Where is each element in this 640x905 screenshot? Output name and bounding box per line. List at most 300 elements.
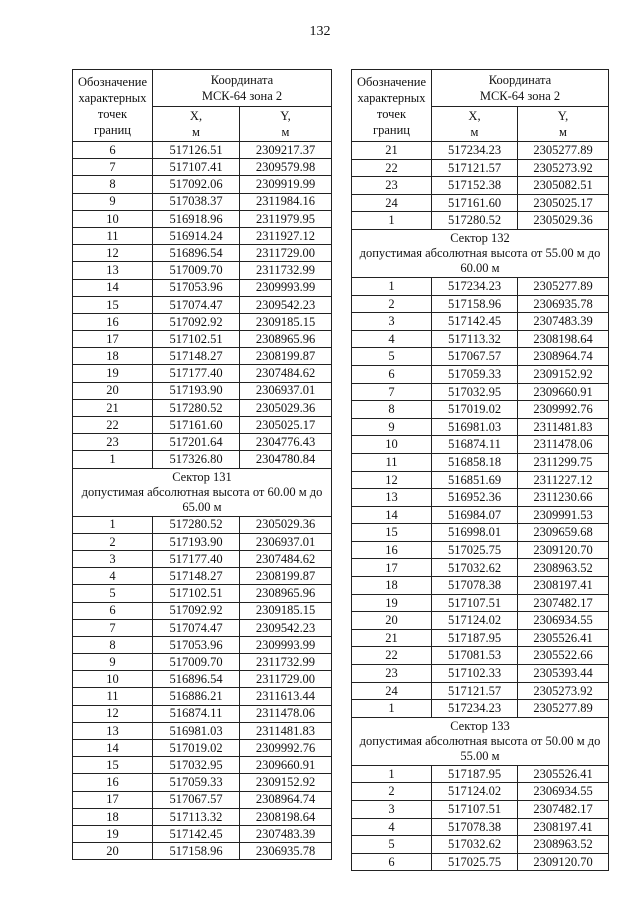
table-row: [73, 142, 332, 159]
table-row: [73, 516, 332, 533]
table-row: [352, 313, 609, 331]
point-number: 6: [73, 602, 153, 619]
x-value: 517193.90: [153, 382, 240, 399]
table-row: [73, 705, 332, 722]
table-row: [352, 159, 609, 177]
point-number: 12: [73, 705, 153, 722]
x-value: 517113.32: [153, 808, 240, 825]
x-value: 517092.92: [153, 602, 240, 619]
table-row: [73, 262, 332, 279]
x-value: 516981.03: [153, 722, 240, 739]
x-value: 517193.90: [153, 533, 240, 550]
x-value: 517009.70: [153, 654, 240, 671]
point-number: 8: [352, 401, 432, 419]
point-number: 18: [73, 348, 153, 365]
table-row: [352, 801, 609, 819]
x-value: 517032.95: [153, 757, 240, 774]
x-value: 517078.38: [432, 818, 518, 836]
designation-header: Обозначение характерных точек границ: [73, 70, 153, 142]
table-row: [73, 296, 332, 313]
point-number: 16: [352, 541, 432, 559]
point-number: 13: [352, 489, 432, 507]
y-value: 2309992.76: [240, 740, 332, 757]
table-row: [352, 418, 609, 436]
point-number: 16: [73, 313, 153, 330]
y-value: 2309993.99: [240, 636, 332, 653]
x-value: 517234.23: [432, 277, 518, 295]
point-number: 5: [73, 585, 153, 602]
sector-header-row: [352, 229, 609, 277]
y-value: 2307482.17: [518, 594, 609, 612]
point-number: 19: [73, 825, 153, 842]
x-value: 517201.64: [153, 434, 240, 451]
point-number: 20: [352, 612, 432, 630]
y-value: 2307483.39: [240, 825, 332, 842]
y-value: 2311227.12: [518, 471, 609, 489]
x-value: 517234.23: [432, 700, 518, 718]
point-number: 10: [73, 671, 153, 688]
x-value: 517142.45: [153, 825, 240, 842]
table-row: [352, 853, 609, 871]
y-value: 2309659.68: [518, 524, 609, 542]
point-number: 14: [73, 740, 153, 757]
x-value: 516896.54: [153, 671, 240, 688]
x-value: 516874.11: [432, 436, 518, 454]
point-number: 3: [352, 313, 432, 331]
table-row: [73, 210, 332, 227]
y-value: 2308965.96: [240, 331, 332, 348]
point-number: 5: [352, 836, 432, 854]
y-value: 2304780.84: [240, 451, 332, 468]
table-row: [352, 383, 609, 401]
y-value: 2305522.66: [518, 647, 609, 665]
x-value: 516984.07: [432, 506, 518, 524]
table-row: [352, 489, 609, 507]
right-coordinates-table: [351, 69, 609, 871]
table-row: [73, 279, 332, 296]
point-number: 6: [352, 853, 432, 871]
point-number: 14: [352, 506, 432, 524]
y-value: 2309992.76: [518, 401, 609, 419]
y-value: 2308198.64: [518, 330, 609, 348]
point-number: 11: [73, 227, 153, 244]
point-number: 19: [73, 365, 153, 382]
y-value: 2306935.78: [518, 295, 609, 313]
table-row: [352, 559, 609, 577]
y-value: 2309120.70: [518, 853, 609, 871]
sector-title: Сектор 131: [172, 469, 232, 484]
point-number: 6: [73, 142, 153, 159]
x-value: 517074.47: [153, 296, 240, 313]
table-row: [352, 700, 609, 718]
point-number: 12: [352, 471, 432, 489]
y-value: 2311478.06: [518, 436, 609, 454]
point-number: 23: [352, 665, 432, 683]
x-value: 517053.96: [153, 279, 240, 296]
y-value: 2306937.01: [240, 533, 332, 550]
designation-header: Обозначение характерных точек границ: [352, 70, 432, 142]
x-value: 517187.95: [432, 629, 518, 647]
table-row: [73, 722, 332, 739]
table-row: [73, 313, 332, 330]
y-value: 2311732.99: [240, 654, 332, 671]
y-value: 2308963.52: [518, 836, 609, 854]
sector-title: Сектор 133: [450, 718, 510, 733]
table-row: [352, 818, 609, 836]
x-value: 517158.96: [432, 295, 518, 313]
y-value: 2308197.41: [518, 818, 609, 836]
y-value: 2305029.36: [518, 212, 609, 230]
x-value: 517107.51: [432, 801, 518, 819]
point-number: 5: [352, 348, 432, 366]
x-value: 517177.40: [153, 550, 240, 567]
x-value: 517074.47: [153, 619, 240, 636]
x-value: 517025.75: [432, 541, 518, 559]
x-value: 516952.36: [432, 489, 518, 507]
point-number: 1: [352, 212, 432, 230]
sector-altitude: допустимая абсолютная высота от 60.00 м до 65.00 м: [81, 484, 323, 514]
y-value: 2308965.96: [240, 585, 332, 602]
point-number: 1: [73, 516, 153, 533]
table-row: [352, 471, 609, 489]
y-value: 2311613.44: [240, 688, 332, 705]
table-row: [73, 399, 332, 416]
x-value: 517038.37: [153, 193, 240, 210]
table-row: [73, 533, 332, 550]
x-value: 517059.33: [432, 365, 518, 383]
point-number: 15: [73, 757, 153, 774]
point-number: 16: [73, 774, 153, 791]
y-value: 2306934.55: [518, 783, 609, 801]
point-number: 24: [352, 194, 432, 212]
point-number: 7: [73, 619, 153, 636]
table-row: [352, 541, 609, 559]
y-value: 2311481.83: [240, 722, 332, 739]
y-value: 2311230.66: [518, 489, 609, 507]
table-row: [352, 142, 609, 160]
table-row: [352, 647, 609, 665]
table-row: [73, 193, 332, 210]
point-number: 20: [73, 382, 153, 399]
point-number: 22: [352, 159, 432, 177]
y-value: 2311478.06: [240, 705, 332, 722]
table-row: [352, 212, 609, 230]
x-value: 517187.95: [432, 765, 518, 783]
x-value: 517158.96: [153, 843, 240, 860]
point-number: 1: [352, 277, 432, 295]
point-number: 1: [352, 765, 432, 783]
coordinate-header: Координата МСК-64 зона 2: [432, 70, 609, 107]
table-row: [73, 740, 332, 757]
x-value: 517102.33: [432, 665, 518, 683]
table-row: [73, 757, 332, 774]
x-header: X, м: [432, 107, 518, 142]
x-value: 516851.69: [432, 471, 518, 489]
left-coordinates-table: [72, 69, 332, 860]
table-row: [73, 671, 332, 688]
table-row: [73, 331, 332, 348]
table-row: [73, 636, 332, 653]
table-row: [73, 451, 332, 468]
y-value: 2305526.41: [518, 629, 609, 647]
table-row: [352, 436, 609, 454]
x-value: 516874.11: [153, 705, 240, 722]
x-value: 517107.51: [432, 594, 518, 612]
y-header: Y, м: [240, 107, 332, 142]
point-number: 17: [73, 331, 153, 348]
point-number: 14: [73, 279, 153, 296]
table-row: [352, 765, 609, 783]
point-number: 7: [352, 383, 432, 401]
x-value: 517019.02: [153, 740, 240, 757]
y-value: 2309660.91: [518, 383, 609, 401]
y-value: 2308199.87: [240, 348, 332, 365]
point-number: 9: [73, 654, 153, 671]
point-number: 6: [352, 365, 432, 383]
point-number: 2: [352, 783, 432, 801]
table-row: [352, 177, 609, 195]
point-number: 24: [352, 682, 432, 700]
x-value: 517102.51: [153, 585, 240, 602]
y-value: 2308199.87: [240, 568, 332, 585]
point-number: 13: [73, 722, 153, 739]
point-number: 22: [73, 417, 153, 434]
table-row: [352, 506, 609, 524]
point-number: 17: [352, 559, 432, 577]
y-value: 2307484.62: [240, 550, 332, 567]
table-row: [352, 612, 609, 630]
point-number: 17: [73, 791, 153, 808]
x-value: 517148.27: [153, 568, 240, 585]
table-row: [73, 619, 332, 636]
x-value: 516886.21: [153, 688, 240, 705]
table-row: [352, 348, 609, 366]
y-value: 2309217.37: [240, 142, 332, 159]
x-value: 517092.92: [153, 313, 240, 330]
point-number: 23: [73, 434, 153, 451]
point-number: 11: [73, 688, 153, 705]
x-value: 517113.32: [432, 330, 518, 348]
y-value: 2311729.00: [240, 245, 332, 262]
x-value: 517280.52: [153, 399, 240, 416]
x-value: 517126.51: [153, 142, 240, 159]
x-value: 517107.41: [153, 159, 240, 176]
y-value: 2308963.52: [518, 559, 609, 577]
table-row: [352, 401, 609, 419]
table-row: [352, 277, 609, 295]
y-value: 2305029.36: [240, 399, 332, 416]
sector-header: [352, 717, 609, 765]
y-value: 2305277.89: [518, 700, 609, 718]
table-row: [73, 585, 332, 602]
y-value: 2306937.01: [240, 382, 332, 399]
x-value: 517081.53: [432, 647, 518, 665]
point-number: 9: [73, 193, 153, 210]
table-row: [352, 194, 609, 212]
point-number: 3: [73, 550, 153, 567]
table-row: [73, 382, 332, 399]
point-number: 2: [352, 295, 432, 313]
table-row: [73, 417, 332, 434]
y-value: 2309185.15: [240, 602, 332, 619]
y-value: 2309993.99: [240, 279, 332, 296]
table-row: [73, 348, 332, 365]
y-value: 2305277.89: [518, 142, 609, 160]
y-value: 2311984.16: [240, 193, 332, 210]
table-row: [73, 159, 332, 176]
y-value: 2308964.74: [240, 791, 332, 808]
point-number: 10: [73, 210, 153, 227]
table-row: [352, 365, 609, 383]
y-value: 2305025.17: [518, 194, 609, 212]
sector-altitude: допустимая абсолютная высота от 55.00 м до 60.00 м: [359, 245, 601, 275]
x-value: 517161.60: [432, 194, 518, 212]
table-row: [352, 524, 609, 542]
x-value: 517177.40: [153, 365, 240, 382]
x-value: 516858.18: [432, 453, 518, 471]
sector-header-row: [73, 468, 332, 516]
point-number: 15: [352, 524, 432, 542]
x-value: 517280.52: [153, 516, 240, 533]
point-number: 11: [352, 453, 432, 471]
x-value: 517032.62: [432, 836, 518, 854]
x-value: 517148.27: [153, 348, 240, 365]
y-value: 2311481.83: [518, 418, 609, 436]
y-value: 2309185.15: [240, 313, 332, 330]
table-row: [73, 568, 332, 585]
point-number: 23: [352, 177, 432, 195]
x-value: 516918.96: [153, 210, 240, 227]
x-value: 517032.62: [432, 559, 518, 577]
table-row: [73, 843, 332, 860]
x-value: 517161.60: [153, 417, 240, 434]
table-row: [73, 688, 332, 705]
x-value: 516981.03: [432, 418, 518, 436]
point-number: 4: [352, 330, 432, 348]
point-number: 1: [352, 700, 432, 718]
y-value: 2311299.75: [518, 453, 609, 471]
point-number: 18: [352, 577, 432, 595]
y-value: 2306935.78: [240, 843, 332, 860]
x-value: 516914.24: [153, 227, 240, 244]
x-value: 517078.38: [432, 577, 518, 595]
y-value: 2309542.23: [240, 619, 332, 636]
x-value: 517067.57: [432, 348, 518, 366]
table-row: [73, 825, 332, 842]
x-value: 516896.54: [153, 245, 240, 262]
y-value: 2311732.99: [240, 262, 332, 279]
x-value: 517152.38: [432, 177, 518, 195]
point-number: 8: [73, 176, 153, 193]
table-row: [352, 594, 609, 612]
y-value: 2305277.89: [518, 277, 609, 295]
table-row: [73, 365, 332, 382]
table-row: [73, 654, 332, 671]
x-header: X, м: [153, 107, 240, 142]
sector-header-row: [352, 717, 609, 765]
x-value: 517067.57: [153, 791, 240, 808]
y-value: 2309542.23: [240, 296, 332, 313]
point-number: 13: [73, 262, 153, 279]
x-value: 517326.80: [153, 451, 240, 468]
table-row: [352, 783, 609, 801]
point-number: 7: [73, 159, 153, 176]
point-number: 21: [352, 142, 432, 160]
x-value: 517124.02: [432, 612, 518, 630]
y-value: 2306934.55: [518, 612, 609, 630]
x-value: 517102.51: [153, 331, 240, 348]
y-value: 2311927.12: [240, 227, 332, 244]
table-row: [352, 577, 609, 595]
table-row: [352, 295, 609, 313]
point-number: 19: [352, 594, 432, 612]
table-row: [352, 836, 609, 854]
y-value: 2308197.41: [518, 577, 609, 595]
y-value: 2309152.92: [518, 365, 609, 383]
header-row: [352, 70, 609, 107]
y-value: 2305029.36: [240, 516, 332, 533]
point-number: 12: [73, 245, 153, 262]
table-row: [73, 602, 332, 619]
sector-header: [73, 468, 332, 516]
y-value: 2307482.17: [518, 801, 609, 819]
sector-title: Сектор 132: [450, 230, 510, 245]
page-number: 132: [309, 24, 331, 39]
y-value: 2305025.17: [240, 417, 332, 434]
point-number: 4: [73, 568, 153, 585]
x-value: 517234.23: [432, 142, 518, 160]
y-value: 2305273.92: [518, 159, 609, 177]
table-row: [73, 791, 332, 808]
coordinate-header: Координата МСК-64 зона 2: [153, 70, 332, 107]
point-number: 20: [73, 843, 153, 860]
x-value: 516998.01: [432, 524, 518, 542]
y-header: Y, м: [518, 107, 609, 142]
table-row: [73, 227, 332, 244]
y-value: 2307484.62: [240, 365, 332, 382]
sector-header: [352, 229, 609, 277]
x-value: 517032.95: [432, 383, 518, 401]
x-value: 517280.52: [432, 212, 518, 230]
y-value: 2311729.00: [240, 671, 332, 688]
y-value: 2305082.51: [518, 177, 609, 195]
y-value: 2311979.95: [240, 210, 332, 227]
point-number: 22: [352, 647, 432, 665]
point-number: 21: [352, 629, 432, 647]
point-number: 18: [73, 808, 153, 825]
x-value: 517025.75: [432, 853, 518, 871]
table-row: [73, 434, 332, 451]
point-number: 2: [73, 533, 153, 550]
table-row: [73, 774, 332, 791]
x-value: 517121.57: [432, 682, 518, 700]
y-value: 2309991.53: [518, 506, 609, 524]
x-value: 517059.33: [153, 774, 240, 791]
y-value: 2305393.44: [518, 665, 609, 683]
point-number: 1: [73, 451, 153, 468]
point-number: 21: [73, 399, 153, 416]
point-number: 10: [352, 436, 432, 454]
x-value: 517121.57: [432, 159, 518, 177]
y-value: 2307483.39: [518, 313, 609, 331]
sector-altitude: допустимая абсолютная высота от 50.00 м до 55.00 м: [359, 733, 601, 763]
x-value: 517053.96: [153, 636, 240, 653]
y-value: 2305273.92: [518, 682, 609, 700]
y-value: 2305526.41: [518, 765, 609, 783]
table-row: [73, 245, 332, 262]
table-row: [73, 550, 332, 567]
y-value: 2309579.98: [240, 159, 332, 176]
